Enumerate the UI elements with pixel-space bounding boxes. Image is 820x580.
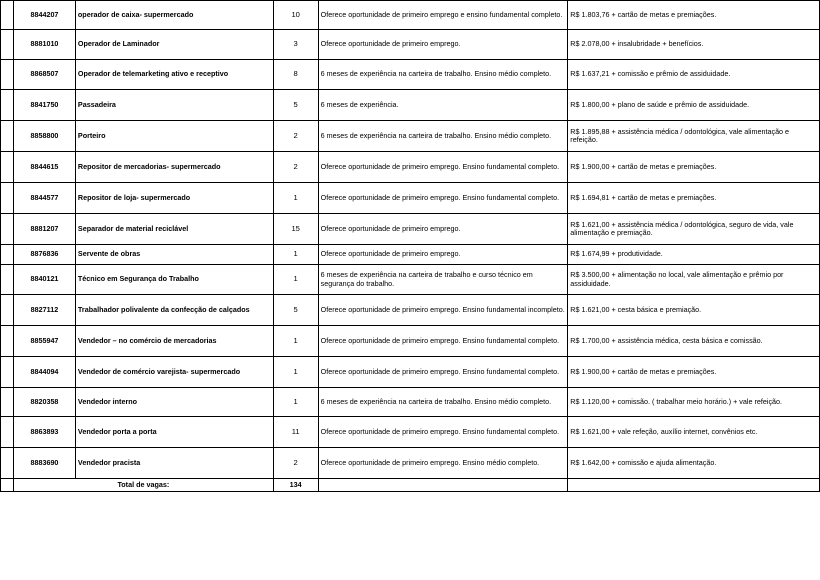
job-requirements: Oferece oportunidade de primeiro emprego. Ensino fundamental completo. [318, 417, 568, 448]
vacancy-count: 8 [273, 60, 318, 90]
job-requirements: Oferece oportunidade de primeiro emprego. [318, 30, 568, 60]
job-salary-benefits: R$ 1.900,00 + cartão de metas e premiações. [568, 152, 820, 183]
row-blank-cell [1, 295, 14, 326]
job-requirements: Oferece oportunidade de primeiro emprego. Ensino médio completo. [318, 448, 568, 479]
job-requirements: Oferece oportunidade de primeiro emprego. Ensino fundamental completo. [318, 357, 568, 388]
job-code: 8844094 [13, 357, 75, 388]
row-blank-cell [1, 183, 14, 214]
job-code: 8820358 [13, 388, 75, 417]
job-requirements: 6 meses de experiência na carteira de trabalho e curso técnico em segurança do trabalho. [318, 265, 568, 295]
job-code: 8844615 [13, 152, 75, 183]
job-requirements: Oferece oportunidade de primeiro emprego. Ensino fundamental completo. [318, 183, 568, 214]
job-requirements: 6 meses de experiência na carteira de trabalho. Ensino médio completo. [318, 60, 568, 90]
job-requirements: 6 meses de experiência na carteira de trabalho. Ensino médio completo. [318, 121, 568, 152]
vacancy-count: 5 [273, 295, 318, 326]
table-row [1, 295, 820, 326]
job-title: Vendedor pracista [75, 448, 273, 479]
job-title: Vendedor de comércio varejista- supermercado [75, 357, 273, 388]
job-title: Servente de obras [75, 245, 273, 265]
vacancy-count: 1 [273, 245, 318, 265]
vacancy-count: 1 [273, 388, 318, 417]
table-row [1, 1, 820, 30]
job-requirements: Oferece oportunidade de primeiro emprego. Ensino fundamental incompleto. [318, 295, 568, 326]
row-blank-cell [1, 30, 14, 60]
table-row [1, 60, 820, 90]
table-body [1, 1, 820, 479]
row-blank-cell [1, 388, 14, 417]
job-title: Vendedor – no comércio de mercadorias [75, 326, 273, 357]
row-blank-cell [1, 1, 14, 30]
vacancy-count: 2 [273, 448, 318, 479]
table-row [1, 265, 820, 295]
job-code: 8855947 [13, 326, 75, 357]
job-salary-benefits: R$ 2.078,00 + insalubridade + benefícios. [568, 30, 820, 60]
table-row [1, 121, 820, 152]
row-blank-cell [1, 60, 14, 90]
job-salary-benefits: R$ 1.674,99 + produtividade. [568, 245, 820, 265]
vacancy-count: 5 [273, 90, 318, 121]
job-salary-benefits: R$ 1.694,81 + cartão de metas e premiações. [568, 183, 820, 214]
row-blank-cell [1, 90, 14, 121]
job-code: 8827112 [13, 295, 75, 326]
table-row [1, 30, 820, 60]
table-row [1, 152, 820, 183]
job-salary-benefits: R$ 1.621,00 + vale refeção, auxílio internet, convênios etc. [568, 417, 820, 448]
job-code: 8876836 [13, 245, 75, 265]
row-blank-cell [1, 357, 14, 388]
job-salary-benefits: R$ 1.621,00 + cesta básica e premiação. [568, 295, 820, 326]
table-row [1, 214, 820, 245]
row-blank-cell [1, 214, 14, 245]
total-label: Total de vagas: [13, 479, 273, 492]
job-code: 8868507 [13, 60, 75, 90]
job-code: 8858800 [13, 121, 75, 152]
total-empty-salary [568, 479, 820, 492]
vacancy-count: 3 [273, 30, 318, 60]
job-code: 8883690 [13, 448, 75, 479]
total-value: 134 [273, 479, 318, 492]
row-blank-cell [1, 152, 14, 183]
table-row [1, 90, 820, 121]
job-requirements: Oferece oportunidade de primeiro emprego. Ensino fundamental completo. [318, 326, 568, 357]
job-title: Repositor de mercadorias- supermercado [75, 152, 273, 183]
job-title: operador de caixa- supermercado [75, 1, 273, 30]
job-salary-benefits: R$ 1.642,00 + comissão e ajuda alimentação. [568, 448, 820, 479]
job-salary-benefits: R$ 1.120,00 + comissão. ( trabalhar meio horário.) + vale refeição. [568, 388, 820, 417]
table-row [1, 183, 820, 214]
job-title: Separador de material reciclável [75, 214, 273, 245]
job-code: 8863893 [13, 417, 75, 448]
job-salary-benefits: R$ 1.803,76 + cartão de metas e premiações. [568, 1, 820, 30]
vacancy-count: 2 [273, 152, 318, 183]
table-row [1, 448, 820, 479]
row-blank-cell [1, 121, 14, 152]
job-code: 8844577 [13, 183, 75, 214]
job-code: 8881207 [13, 214, 75, 245]
table-row [1, 326, 820, 357]
job-title: Repositor de loja- supermercado [75, 183, 273, 214]
job-requirements: Oferece oportunidade de primeiro emprego. [318, 214, 568, 245]
job-title: Passadeira [75, 90, 273, 121]
table-row [1, 357, 820, 388]
row-blank-cell [1, 417, 14, 448]
job-title: Operador de Laminador [75, 30, 273, 60]
job-salary-benefits: R$ 3.500,00 + alimentação no local, vale alimentação e prêmio por assiduidade. [568, 265, 820, 295]
job-code: 8841750 [13, 90, 75, 121]
row-blank-cell [1, 326, 14, 357]
job-requirements: 6 meses de experiência na carteira de trabalho. Ensino médio completo. [318, 388, 568, 417]
job-requirements: 6 meses de experiência. [318, 90, 568, 121]
job-title: Porteiro [75, 121, 273, 152]
vacancy-count: 2 [273, 121, 318, 152]
total-blank-cell [1, 479, 14, 492]
row-blank-cell [1, 448, 14, 479]
job-code: 8840121 [13, 265, 75, 295]
job-title: Vendedor interno [75, 388, 273, 417]
job-code: 8844207 [13, 1, 75, 30]
table-row [1, 245, 820, 265]
row-blank-cell [1, 265, 14, 295]
job-title: Vendedor porta a porta [75, 417, 273, 448]
job-title: Operador de telemarketing ativo e receptivo [75, 60, 273, 90]
vacancy-count: 15 [273, 214, 318, 245]
vacancy-count: 11 [273, 417, 318, 448]
vacancy-count: 1 [273, 183, 318, 214]
job-requirements: Oferece oportunidade de primeiro emprego. [318, 245, 568, 265]
vacancy-count: 1 [273, 265, 318, 295]
job-salary-benefits: R$ 1.621,00 + assistência médica / odontológica, seguro de vida, vale alimentação e premiação. [568, 214, 820, 245]
job-requirements: Oferece oportunidade de primeiro emprego. Ensino fundamental completo. [318, 152, 568, 183]
job-salary-benefits: R$ 1.637,21 + comissão e prêmio de assiduidade. [568, 60, 820, 90]
job-title: Técnico em Segurança do Trabalho [75, 265, 273, 295]
table-row [1, 388, 820, 417]
table-row [1, 417, 820, 448]
job-title: Trabalhador polivalente da confecção de calçados [75, 295, 273, 326]
job-salary-benefits: R$ 1.800,00 + plano de saúde e prêmio de assiduidade. [568, 90, 820, 121]
total-empty-requirements [318, 479, 568, 492]
vacancy-count: 10 [273, 1, 318, 30]
job-requirements: Oferece oportunidade de primeiro emprego e ensino fundamental completo. [318, 1, 568, 30]
job-code: 8881010 [13, 30, 75, 60]
vacancy-count: 1 [273, 357, 318, 388]
job-salary-benefits: R$ 1.700,00 + assistência médica, cesta básica e comissão. [568, 326, 820, 357]
row-blank-cell [1, 245, 14, 265]
vacancy-count: 1 [273, 326, 318, 357]
job-salary-benefits: R$ 1.900,00 + cartão de metas e premiações. [568, 357, 820, 388]
total-row [1, 479, 820, 492]
job-salary-benefits: R$ 1.895,88 + assistência médica / odontológica, vale alimentação e refeição. [568, 121, 820, 152]
